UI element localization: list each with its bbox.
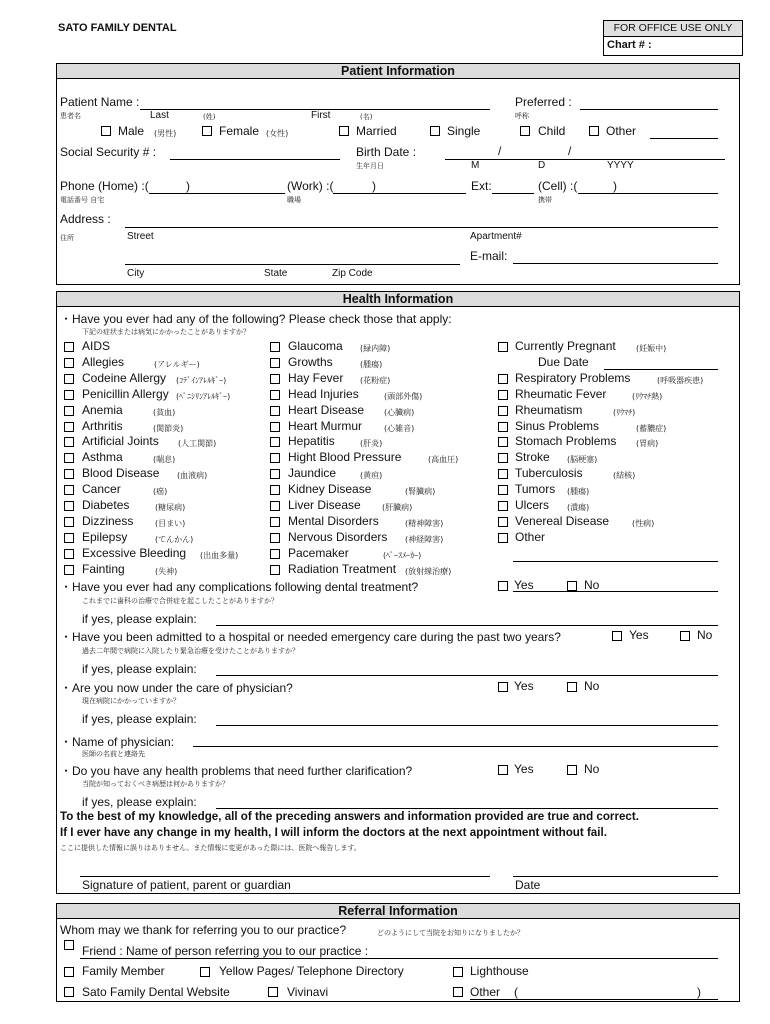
hospital-yes-checkbox[interactable] [612, 631, 622, 641]
condition-label: Heart Disease [288, 402, 365, 417]
condition-checkbox[interactable] [64, 565, 74, 575]
apartment-label: Apartment# [470, 231, 522, 242]
condition-jp-label: (潰瘍) [567, 503, 590, 512]
condition-label: Diabetes [82, 498, 130, 512]
birth-slash-2: / [568, 144, 572, 158]
cell-jp: 携帯 [538, 196, 552, 204]
condition-label: Dizziness [82, 513, 134, 528]
condition-checkbox[interactable] [270, 406, 280, 416]
email-label: E-mail: [470, 249, 508, 263]
condition-label: Codeine Allergy [82, 370, 167, 385]
condition-checkbox[interactable] [270, 549, 280, 559]
condition-label: Stomach Problems [515, 434, 617, 449]
physician-explain-input[interactable] [216, 725, 718, 726]
friend-checkbox[interactable] [64, 940, 74, 950]
clarification-question: ・Do you have any health problems that need further clarification? [60, 764, 413, 778]
state-label: State [264, 268, 288, 279]
conditions-question: ・Have you ever had any of the following? Please check those that apply: [60, 312, 452, 326]
condition-jp-label: (腫瘍) [567, 487, 590, 497]
condition-checkbox[interactable] [498, 422, 508, 432]
condition-label: Excessive Bleeding [82, 545, 187, 560]
condition-label: Allegies [82, 354, 125, 369]
first-label: First [311, 110, 331, 121]
clarification-no-label: No [584, 762, 600, 776]
child-label: Child [538, 124, 566, 138]
clarification-no-checkbox[interactable] [567, 765, 577, 775]
cell-input[interactable] [578, 193, 718, 194]
lighthouse-label: Lighthouse [470, 964, 529, 978]
condition-jp-label: (目まい) [155, 518, 186, 528]
condition-jp-label: (ｺﾃﾞｲﾝｱﾚﾙｷﾞｰ) [176, 375, 227, 385]
condition-label: Radiation Treatment [288, 561, 397, 576]
condition-jp-label: (緑内障) [360, 344, 391, 353]
phone-home-label: Phone (Home) :( [60, 179, 149, 193]
condition-checkbox[interactable] [498, 406, 508, 416]
hospital-explain-label: if yes, please explain: [82, 662, 197, 676]
condition-checkbox[interactable] [270, 390, 280, 400]
condition-jp-label: (出血多量) [200, 550, 239, 560]
city-label: City [127, 268, 145, 279]
yellow-pages-checkbox[interactable] [200, 967, 210, 977]
condition-jp-label: (心臓病) [384, 407, 415, 417]
condition-label: Glaucoma [288, 339, 343, 353]
condition-label: Nervous Disorders [288, 529, 388, 544]
condition-checkbox[interactable] [498, 501, 508, 511]
other-checkbox[interactable] [589, 126, 599, 136]
condition-jp-label: (肝炎) [360, 439, 383, 449]
single-label: Single [447, 124, 481, 138]
condition-jp-label: (ﾍﾟﾆｼﾘﾝｱﾚﾙｷﾞｰ) [176, 391, 231, 401]
condition-checkbox[interactable] [498, 517, 508, 527]
condition-checkbox[interactable] [64, 469, 74, 479]
address-label: Address : [60, 212, 111, 226]
patient-info-frame [56, 63, 740, 285]
condition-label: Fainting [82, 561, 125, 576]
condition-label: Artificial Joints [82, 434, 159, 449]
statement-line-2: If I ever have any change in my health, I will inform the doctors at the next appointment without fail. [60, 826, 607, 839]
condition-label: Other [515, 529, 546, 544]
work-input[interactable] [333, 193, 466, 194]
work-label: (Work) :( [287, 179, 334, 193]
referral-other-close: ) [697, 985, 701, 999]
condition-label: Currently Pregnant [515, 339, 616, 353]
work-jp: 職場 [287, 196, 301, 204]
website-label: Sato Family Dental Website [82, 985, 230, 999]
physician-explain-label: if yes, please explain: [82, 712, 197, 726]
hospital-explain-input[interactable] [216, 675, 718, 676]
female-checkbox[interactable] [202, 126, 212, 136]
ssn-label: Social Security # : [60, 145, 157, 159]
hospital-question-jp: 過去二年間で病院に入院したり緊急治療を受けたことがありますか？ [82, 647, 299, 655]
lighthouse-checkbox[interactable] [453, 967, 463, 977]
condition-checkbox[interactable] [64, 342, 74, 352]
clarification-yes-label: Yes [514, 762, 534, 776]
vivinavi-label: Vivinavi [287, 985, 329, 999]
other-label: Other [606, 124, 637, 138]
condition-jp-label: (肝臓病) [382, 503, 413, 512]
birth-d: D [538, 160, 546, 171]
condition-checkbox[interactable] [270, 358, 280, 368]
condition-checkbox[interactable] [64, 358, 74, 368]
condition-checkbox[interactable] [64, 437, 74, 447]
yellow-pages-label: Yellow Pages/ Telephone Directory [219, 964, 404, 978]
birth-m: M [471, 160, 480, 171]
condition-label: Tuberculosis [515, 466, 583, 481]
physician-yes-label: Yes [514, 679, 534, 693]
condition-checkbox[interactable] [64, 485, 74, 495]
condition-label: Sinus Problems [515, 418, 600, 433]
ext-label: Ext: [471, 179, 492, 193]
condition-jp-label: (頭部外傷) [384, 391, 423, 401]
condition-label: AIDS [82, 339, 111, 353]
condition-jp-label: (関節炎) [153, 423, 184, 433]
condition-checkbox[interactable] [64, 422, 74, 432]
condition-jp-label: (アレルギー) [154, 359, 200, 369]
condition-jp-label: (脳梗塞) [567, 455, 598, 465]
hospital-question: ・Have you been admitted to a hospital or needed emergency care during the past two years? [60, 630, 561, 644]
married-checkbox[interactable] [339, 126, 349, 136]
preferred-jp: 呼称 [515, 112, 529, 120]
condition-checkbox[interactable] [270, 453, 280, 463]
condition-label: Head Injuries [288, 386, 359, 401]
condition-jp-label: (放射線治療) [405, 566, 452, 576]
office-use-label: FOR OFFICE USE ONLY [604, 21, 742, 37]
married-label: Married [356, 124, 397, 138]
physician-name-input[interactable] [193, 746, 718, 747]
complications-question: ・Have you ever had any complications following dental treatment? [60, 580, 419, 594]
complications-yes-label: Yes [514, 578, 534, 592]
birth-date-input[interactable] [445, 159, 725, 160]
condition-checkbox[interactable] [64, 406, 74, 416]
condition-checkbox[interactable] [270, 517, 280, 527]
condition-jp-label: (妊娠中) [636, 344, 667, 353]
condition-jp-label: (失神) [155, 566, 178, 576]
clarification-yes-checkbox[interactable] [498, 765, 508, 775]
condition-checkbox[interactable] [498, 437, 508, 447]
chart-number-field[interactable]: Chart # : [607, 39, 652, 51]
condition-checkbox[interactable] [270, 565, 280, 575]
condition-jp-label: (花粉症) [360, 375, 391, 385]
condition-checkbox[interactable] [64, 453, 74, 463]
condition-label: Cancer [82, 482, 121, 497]
condition-label: Epilepsy [82, 529, 128, 544]
cell-label: (Cell) :( [538, 179, 578, 193]
condition-checkbox[interactable] [64, 533, 74, 543]
condition-label: Kidney Disease [288, 482, 372, 497]
last-jp: (姓) [203, 113, 216, 121]
birth-yyyy: YYYY [607, 160, 634, 171]
condition-jp-label: (結核) [613, 471, 636, 481]
signature-label: Signature of patient, parent or guardian [82, 878, 291, 892]
address-input[interactable] [125, 227, 718, 228]
condition-checkbox[interactable] [64, 517, 74, 527]
hospital-no-checkbox[interactable] [680, 631, 690, 641]
condition-jp-label: (腎臓病) [405, 487, 436, 497]
address-jp: 住所 [60, 234, 74, 242]
condition-jp-label: (心雑音) [384, 423, 415, 433]
condition-checkbox[interactable] [270, 485, 280, 495]
statement-jp: ここに提供した情報に誤りはありません。また情報に変更があった際には、医院へ報告します。 [60, 844, 361, 852]
hospital-no-label: No [697, 628, 713, 642]
office-use-box [603, 20, 743, 56]
condition-jp-label: (蓄膿症) [636, 423, 667, 433]
ext-input[interactable] [492, 193, 534, 194]
condition-checkbox[interactable] [64, 501, 74, 511]
condition-checkbox[interactable] [498, 533, 508, 543]
patient-info-title: Patient Information [56, 63, 740, 79]
condition-jp-label: (ﾘｳﾏﾁ) [613, 407, 636, 417]
email-input[interactable] [513, 263, 718, 264]
referral-question-jp: どのようにして当院をお知りになりましたか？ [377, 929, 524, 937]
complications-no-label: No [584, 578, 600, 592]
clarification-explain-input[interactable] [216, 808, 718, 809]
condition-checkbox[interactable] [64, 390, 74, 400]
preferred-label: Preferred : [515, 95, 572, 109]
condition-label: Penicillin Allergy [82, 386, 169, 401]
clarification-question-jp: 当院が知っておくべき病歴は何かありますか？ [82, 780, 229, 788]
condition-label: Mental Disorders [288, 513, 379, 528]
date-input[interactable] [513, 876, 718, 877]
complications-explain-input[interactable] [216, 625, 718, 626]
condition-jp-label: (腫瘍) [360, 359, 383, 369]
condition-label: Hepatitis [288, 434, 335, 449]
condition-checkbox[interactable] [270, 437, 280, 447]
referral-other-input[interactable] [470, 999, 718, 1000]
condition-checkbox[interactable] [64, 549, 74, 559]
practice-name: SATO FAMILY DENTAL [58, 22, 177, 34]
signature-input[interactable] [80, 876, 490, 877]
complications-explain-label: if yes, please explain: [82, 612, 197, 626]
condition-jp-label: (糖尿病) [155, 503, 186, 512]
condition-checkbox[interactable] [270, 374, 280, 384]
condition-checkbox[interactable] [270, 342, 280, 352]
birth-date-label: Birth Date : [356, 145, 417, 159]
condition-checkbox[interactable] [64, 374, 74, 384]
street-label: Street [127, 231, 154, 242]
ssn-input[interactable] [170, 159, 340, 160]
hospital-yes-label: Yes [629, 628, 649, 642]
condition-label: Rheumatic Fever [515, 386, 607, 401]
last-label: Last [150, 110, 169, 121]
condition-jp-label: (胃病) [636, 439, 659, 449]
cell-close: ) [613, 179, 617, 193]
other-status-input[interactable] [650, 138, 718, 139]
condition-jp-label: (精神障害) [405, 518, 444, 528]
referral-other-checkbox[interactable] [453, 987, 463, 997]
condition-label: Venereal Disease [515, 513, 610, 528]
patient-name-label: Patient Name : [60, 95, 140, 109]
health-info-title: Health Information [56, 291, 740, 307]
patient-name-jp: 患者名 [60, 112, 81, 120]
complications-question-jp: これまでに歯科の治療で合併症を起こしたことがありますか？ [82, 597, 278, 605]
condition-jp-label: (癌) [153, 487, 168, 497]
work-close: ) [372, 179, 376, 193]
complications-no-checkbox[interactable] [567, 581, 577, 591]
male-checkbox[interactable] [101, 126, 111, 136]
family-label: Family Member [82, 964, 165, 978]
date-label: Date [515, 878, 541, 892]
physician-no-label: No [584, 679, 600, 693]
condition-checkbox[interactable] [270, 469, 280, 479]
condition-checkbox[interactable] [270, 501, 280, 511]
clarification-explain-label: if yes, please explain: [82, 795, 197, 809]
physician-question-jp: 現在病院にかかっていますか？ [82, 697, 180, 705]
condition-checkbox[interactable] [498, 390, 508, 400]
condition-label: Pacemaker [288, 545, 349, 560]
birth-slash-1: / [498, 144, 502, 158]
condition-label: Arthritis [82, 418, 123, 433]
family-checkbox[interactable] [64, 967, 74, 977]
city-state-zip-input[interactable] [125, 264, 460, 265]
condition-jp-label: (血液病) [177, 471, 208, 481]
condition-jp-label: (呼吸器疾患) [657, 375, 704, 385]
phone-jp: 電話番号 自宅 [60, 196, 105, 204]
physician-no-checkbox[interactable] [567, 682, 577, 692]
condition-label: Liver Disease [288, 498, 361, 512]
condition-label: Stroke [515, 450, 550, 465]
condition-jp-label: (人工関節) [178, 439, 217, 449]
condition-checkbox[interactable] [498, 469, 508, 479]
condition-label: Hight Blood Pressure [288, 450, 402, 465]
condition-jp-label: (性病) [632, 518, 655, 528]
condition-checkbox[interactable] [270, 422, 280, 432]
condition-jp-label: (喘息) [153, 455, 176, 465]
condition-label: Respiratory Problems [515, 370, 631, 385]
due-date-label: Due Date [538, 355, 589, 369]
complications-yes-checkbox[interactable] [498, 581, 508, 591]
condition-checkbox[interactable] [498, 453, 508, 463]
referral-other-open: ( [514, 985, 518, 999]
phone-home-close: ) [186, 179, 190, 193]
condition-label: Growths [288, 354, 333, 369]
conditions-question-jp: 下記の症状または病気にかかったことがありますか？ [82, 328, 250, 336]
referral-question: Whom may we thank for referring you to our practice? [60, 923, 347, 937]
single-checkbox[interactable] [430, 126, 440, 136]
male-jp: (男性) [154, 129, 177, 138]
physician-name-label: ・Name of physician: [60, 735, 175, 749]
other-condition-input[interactable] [513, 561, 718, 562]
website-checkbox[interactable] [64, 987, 74, 997]
condition-checkbox[interactable] [498, 342, 508, 352]
condition-checkbox[interactable] [498, 374, 508, 384]
physician-name-jp: 医師の名前と連絡先 [82, 750, 145, 758]
condition-label: Tumors [515, 482, 556, 497]
condition-checkbox[interactable] [498, 485, 508, 495]
vivinavi-checkbox[interactable] [268, 987, 278, 997]
due-date-input[interactable] [604, 369, 718, 370]
physician-question: ・Are you now under the care of physician? [60, 681, 293, 695]
condition-label: Rheumatism [515, 402, 583, 417]
condition-jp-label: (高血圧) [428, 455, 459, 465]
preferred-input[interactable] [580, 109, 718, 110]
female-jp: (女性) [266, 129, 289, 138]
referral-title: Referral Information [56, 903, 740, 919]
physician-yes-checkbox[interactable] [498, 682, 508, 692]
phone-home-input[interactable] [149, 193, 285, 194]
condition-label: Anemia [82, 402, 123, 417]
condition-label: Ulcers [515, 498, 550, 512]
condition-label: Heart Murmur [288, 418, 363, 433]
first-jp: (名) [360, 113, 373, 121]
condition-jp-label: (貧血) [153, 407, 176, 417]
condition-jp-label: (ﾍﾟｰｽﾒｰｶｰ) [383, 550, 422, 560]
referral-other-label: Other [470, 985, 501, 999]
birth-date-jp: 生年月日 [356, 162, 384, 170]
condition-jp-label: (てんかん) [155, 534, 194, 544]
condition-jp-label: (ﾘｳﾏﾁ熱) [632, 391, 663, 401]
friend-name-input[interactable] [80, 958, 718, 959]
condition-label: Asthma [82, 450, 123, 465]
female-label: Female [219, 124, 260, 138]
friend-label: Friend : Name of person referring you to our practice : [82, 944, 369, 958]
condition-label: Hay Fever [288, 370, 344, 385]
complications-extra-line [513, 591, 718, 592]
child-checkbox[interactable] [520, 126, 530, 136]
condition-label: Jaundice [288, 466, 337, 481]
male-label: Male [118, 124, 145, 138]
zip-label: Zip Code [332, 268, 373, 279]
statement-line-1: To the best of my knowledge, all of the preceding answers and information provided are true and correct. [60, 810, 639, 823]
condition-checkbox[interactable] [270, 533, 280, 543]
condition-label: Blood Disease [82, 466, 160, 481]
condition-jp-label: (神経障害) [405, 534, 444, 544]
condition-jp-label: (黄疸) [360, 471, 383, 481]
